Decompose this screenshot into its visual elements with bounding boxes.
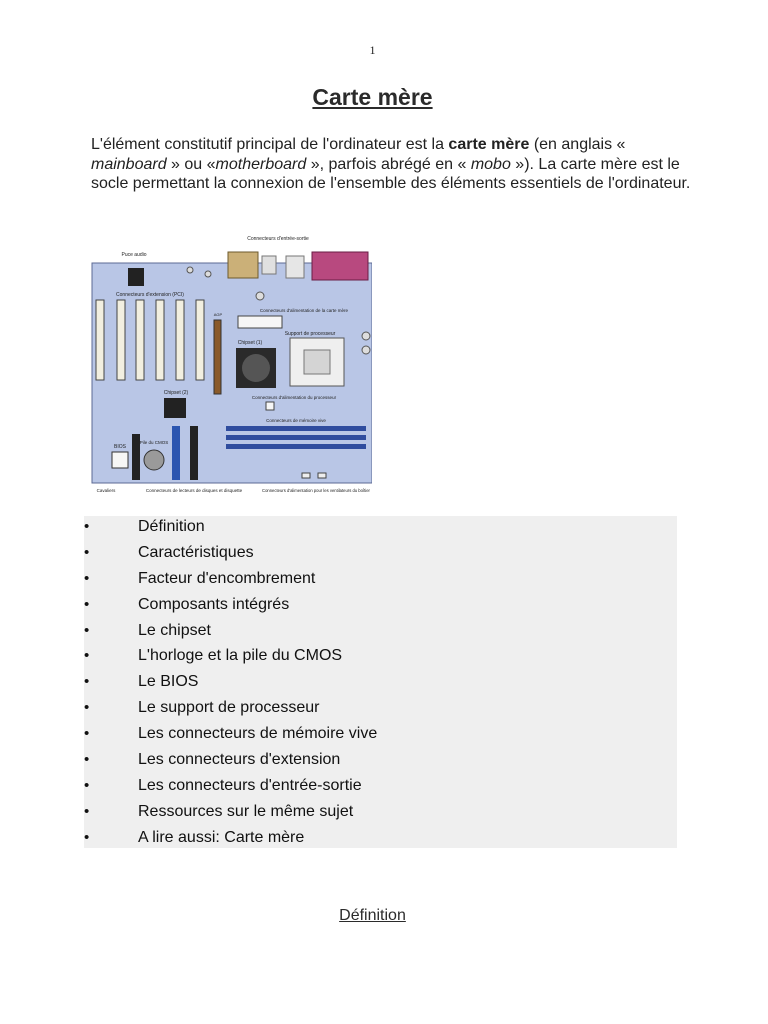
memory-slot-2	[226, 435, 366, 440]
toc-item-label[interactable]: Ressources sur le même sujet	[138, 802, 354, 820]
toc-item-label[interactable]: Le chipset	[138, 621, 211, 639]
label-cmos: Pile du CMOS	[139, 440, 169, 445]
toc-item[interactable]	[84, 568, 677, 594]
memory-slot-3	[226, 444, 366, 449]
cpu-socket-center	[304, 350, 330, 374]
toc-item-label[interactable]: Les connecteurs d'entrée-sortie	[138, 776, 362, 794]
toc-item[interactable]	[84, 594, 677, 620]
label-bios: BIOS	[114, 444, 126, 450]
agp-slot	[214, 320, 221, 394]
pci-slot-5	[176, 300, 184, 380]
motherboard-diagram-svg	[90, 232, 372, 498]
fan-connector-1	[302, 473, 310, 478]
bullet-icon: •	[84, 543, 90, 561]
intro-text-4: », parfois abrégé en «	[306, 155, 471, 173]
intro-italic-mainboard: mainboard	[91, 155, 167, 173]
intro-italic-motherboard: motherboard	[215, 155, 307, 173]
label-drives: Connecteurs de lecteurs de disques et disquette	[145, 488, 243, 493]
io-port-parallel	[312, 252, 368, 280]
pci-slot-2	[117, 300, 125, 380]
intro-text-1: L'élément constitutif principal de l'ordinateur est la	[91, 136, 449, 153]
intro-italic-mobo: mobo	[470, 155, 511, 173]
capacitor	[205, 271, 211, 277]
toc-item[interactable]	[84, 697, 677, 723]
document-title: Carte mère	[312, 84, 433, 110]
label-board-power: Connecteurs d'alimentation de la carte mère	[259, 308, 349, 313]
toc-item[interactable]	[84, 775, 677, 801]
capacitor	[362, 332, 370, 340]
ide-connector-1	[172, 426, 180, 480]
bullet-icon: •	[84, 595, 90, 613]
motherboard-diagram	[90, 232, 372, 498]
bullet-icon: •	[84, 518, 90, 535]
chipset-2	[164, 398, 186, 418]
capacitor	[256, 292, 264, 300]
bullet-icon: •	[84, 776, 90, 794]
bullet-icon: •	[84, 751, 90, 769]
section-heading-definition: Définition	[339, 907, 406, 924]
toc-item-label[interactable]: Définition	[138, 518, 205, 535]
cmos-battery	[144, 450, 164, 470]
page-number: 1	[369, 43, 376, 57]
bullet-icon: •	[84, 621, 90, 639]
label-fans: Connecteurs d'alimentation pour les ventilateurs du boîtier	[262, 488, 370, 493]
memory-slot-1	[226, 426, 366, 431]
label-memory: Connecteurs de mémoire vive	[266, 418, 326, 423]
label-agp: AGP	[213, 312, 223, 317]
label-pci: Connecteurs d'extension (PCI)	[116, 292, 184, 298]
bullet-icon: •	[84, 673, 90, 691]
toc-item[interactable]	[84, 671, 677, 697]
toc-item[interactable]	[84, 749, 677, 775]
toc-item[interactable]	[84, 801, 677, 827]
bullet-icon: •	[84, 647, 90, 665]
intro-text-2: (en anglais «	[529, 136, 626, 153]
bullet-icon: •	[84, 828, 90, 846]
io-port-network	[286, 256, 304, 278]
toc-item-label[interactable]: Le BIOS	[138, 673, 199, 691]
label-cpu-socket: Support de processeur	[284, 331, 336, 337]
label-cpu-power: Connecteurs d'alimentation du processeur	[251, 395, 337, 400]
io-port-usb	[262, 256, 276, 274]
toc-item-label[interactable]: Composants intégrés	[138, 595, 290, 613]
label-chipset-1: Chipset (1)	[237, 340, 263, 346]
intro-paragraph	[91, 135, 691, 194]
board-power-connector	[238, 316, 282, 328]
pci-slot-6	[196, 300, 204, 380]
table-of-contents	[84, 516, 677, 848]
toc-item[interactable]	[84, 620, 677, 646]
toc-item[interactable]	[84, 542, 677, 568]
label-io-connectors: Connecteurs d'entrée-sortie	[247, 236, 309, 242]
pci-slot-1	[96, 300, 104, 380]
toc-item[interactable]	[84, 516, 677, 542]
io-port-serial	[228, 252, 258, 278]
capacitor	[362, 346, 370, 354]
intro-text-5: »). La carte mère est le socle permettant la connexion de l'ensemble des éléments essentiels de l'ordinateur.	[91, 155, 691, 192]
cpu-power-connector	[266, 402, 274, 410]
label-audio-chip: Puce audio	[121, 252, 147, 258]
capacitor	[187, 267, 193, 273]
chipset-fan-blades	[242, 354, 270, 382]
toc-item-label[interactable]: Les connecteurs d'extension	[138, 751, 341, 769]
pci-slot-4	[156, 300, 164, 380]
toc-item[interactable]	[84, 827, 677, 853]
pci-slot-3	[136, 300, 144, 380]
ide-connector-2	[190, 426, 198, 480]
bullet-icon: •	[84, 725, 90, 743]
label-jumpers: Cavaliers	[96, 488, 116, 493]
toc-item[interactable]	[84, 723, 677, 749]
toc-item-label[interactable]: L'horloge et la pile du CMOS	[138, 647, 343, 665]
bullet-icon: •	[84, 802, 90, 820]
fan-connector-2	[318, 473, 326, 478]
toc-item-label[interactable]: A lire aussi: Carte mère	[138, 828, 305, 846]
bullet-icon: •	[84, 699, 90, 717]
bullet-icon: •	[84, 569, 90, 587]
toc-item-label[interactable]: Les connecteurs de mémoire vive	[138, 725, 378, 743]
audio-chip	[128, 268, 144, 286]
label-chipset-2: Chipset (2)	[163, 390, 189, 396]
intro-bold-carte-mere: carte mère	[448, 136, 530, 153]
toc-item[interactable]	[84, 645, 677, 671]
bios-chip	[112, 452, 128, 468]
toc-item-label[interactable]: Caractéristiques	[138, 543, 254, 561]
intro-text-3: » ou «	[166, 155, 216, 173]
toc-item-label[interactable]: Le support de processeur	[138, 699, 320, 717]
toc-item-label[interactable]: Facteur d'encombrement	[138, 569, 316, 587]
